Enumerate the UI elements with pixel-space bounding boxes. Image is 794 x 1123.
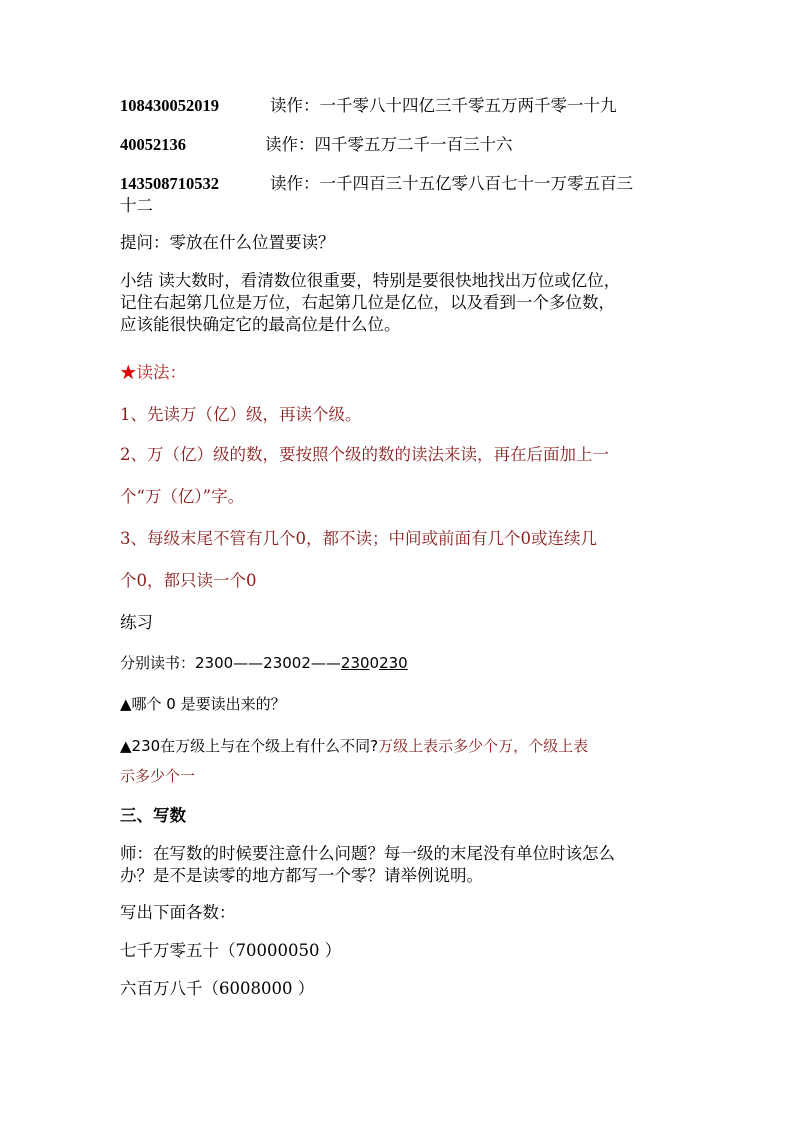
rule-3-line-1: 3、每级末尾不管有几个0，都不读；中间或前面有几个0或连续几 xyxy=(120,529,597,548)
practice-reading-line xyxy=(120,652,680,674)
example-number: 143508710532 xyxy=(120,174,219,193)
reading-example-3 xyxy=(120,173,680,195)
example-number: 108430052019 xyxy=(120,96,219,115)
rule-2-line-2: 个“万（亿）”字。 xyxy=(120,487,245,506)
rule-3-line-2: 个0，都只读一个0 xyxy=(120,571,257,590)
reading-example-3-cont: 十二 xyxy=(120,196,153,215)
section-3-title: 三、写数 xyxy=(120,806,186,825)
summary-line-1: 小结 读大数时，看清数位很重要，特别是要很快地找出万位或亿位， xyxy=(120,271,621,290)
example-reading: 读作：一千零八十四亿三千零五万两千零一十九 xyxy=(270,96,617,115)
practice-question-1: ▲哪个 0 是要读出来的？ xyxy=(120,695,286,713)
practice-prefix: 分别读书：2300——23002—— xyxy=(120,654,341,672)
write-item-1: 七千万零五十（70000050 ） xyxy=(120,941,342,960)
reading-example-2 xyxy=(120,134,680,156)
question-2-answer: 万级上表示多少个万，个级上表 xyxy=(378,737,589,755)
example-reading: 读作：一千四百三十五亿零八百七十一万零五百三 xyxy=(270,174,633,193)
teacher-line-2: 办？是不是读零的地方都写一个零？请举例说明。 xyxy=(120,866,483,885)
teacher-line-1: 师：在写数的时候要注意什么问题？每一级的末尾没有单位时该怎么 xyxy=(120,844,615,863)
summary-line-3: 应该能很快确定它的最高位是什么位。 xyxy=(120,315,401,334)
star-icon: ★ xyxy=(120,363,137,382)
example-reading: 读作：四千零五万二千一百三十六 xyxy=(265,135,513,154)
question-2-text: ▲230在万级上与在个级上有什么不同? xyxy=(120,737,379,755)
question-line: 提问：零放在什么位置要读？ xyxy=(120,233,335,252)
underlined-230-first: 230 xyxy=(340,654,370,672)
question-2-answer-cont: 示多少个一 xyxy=(120,767,196,785)
write-instruction: 写出下面各数： xyxy=(120,903,236,922)
reading-method-title: 读法： xyxy=(136,363,186,382)
write-item-2: 六百万八千（6008000 ） xyxy=(120,979,315,998)
rule-2-line-1: 2、万（亿）级的数，要按照个级的数的读法来读，再在后面加上一 xyxy=(120,445,609,464)
practice-zero: 0 xyxy=(369,654,380,672)
practice-question-2 xyxy=(120,735,680,757)
rule-1: 1、先读万（亿）级，再读个级。 xyxy=(120,405,362,424)
underlined-230-second: 230 xyxy=(379,654,408,672)
practice-title: 练习 xyxy=(120,613,153,632)
example-number: 40052136 xyxy=(120,135,186,154)
reading-method-heading xyxy=(120,362,680,384)
summary-line-2: 记住右起第几位是万位，右起第几位是亿位，以及看到一个多位数， xyxy=(120,293,615,312)
reading-example-1 xyxy=(120,95,680,117)
